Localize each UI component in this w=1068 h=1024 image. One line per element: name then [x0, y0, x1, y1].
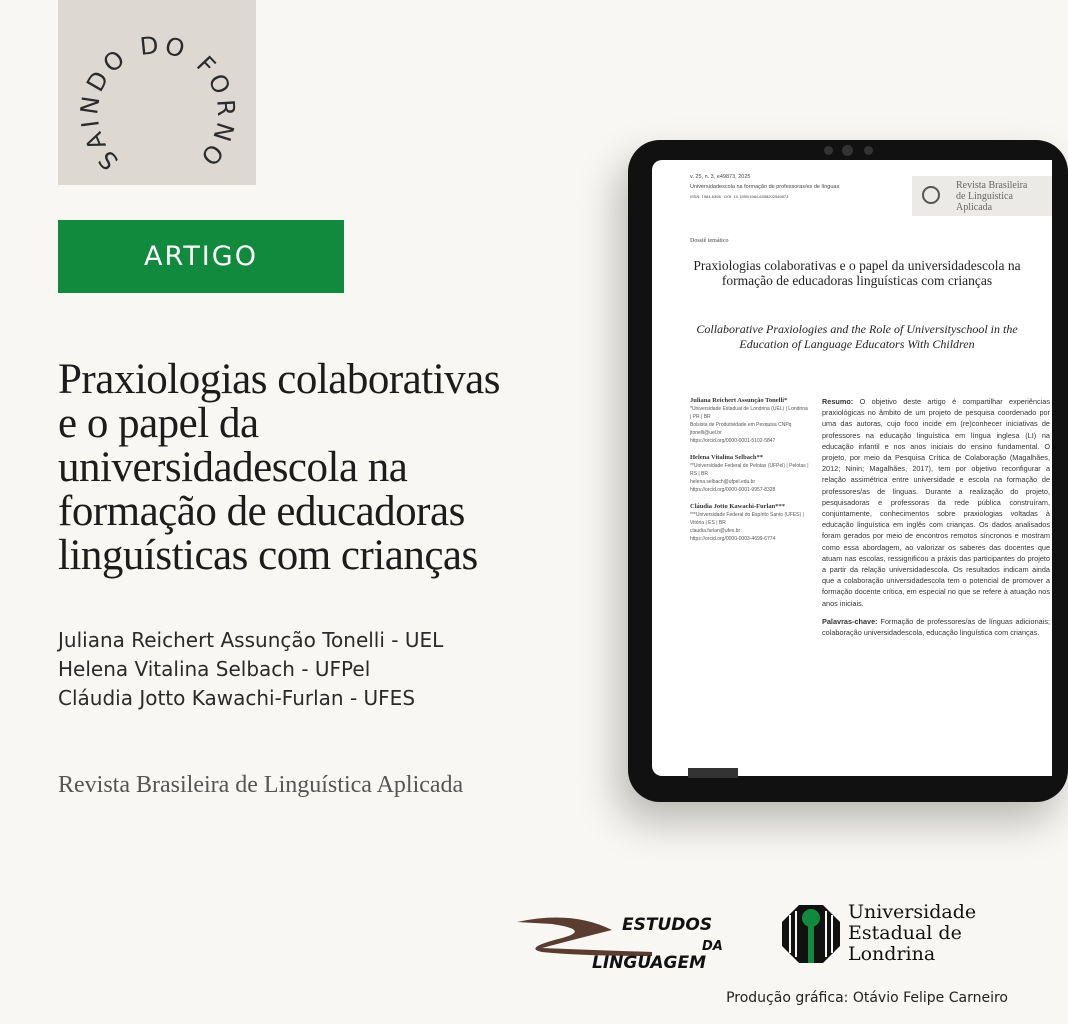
- abstract-label: Resumo:: [822, 397, 854, 406]
- affiliation: *Universidade Estadual de Londrina (UEL) | Londrina | PR | BR: [690, 406, 808, 420]
- logo-line: Universidade: [848, 901, 977, 923]
- logo-line: Estadual de Londrina: [848, 922, 962, 965]
- affiliation: Bolsista de Produtividade em Pesquisa CNPq: [690, 422, 792, 428]
- keywords-label: Palavras-chave:: [822, 616, 878, 626]
- title-en: Collaborative Praxiologies and the Role of Universityschool in the Education of Language Educators With Children: [696, 322, 1018, 351]
- title-pt: Praxiologias colaborativas e o papel da universidadescola na formação de educadoras linguísticas com crianças: [693, 258, 1021, 288]
- cc-license-icon: [688, 768, 738, 778]
- section-label: Dossiê temático: [690, 238, 729, 244]
- estudos-da-linguagem-logo: [512, 900, 762, 980]
- partner-logos: [512, 900, 1024, 980]
- author-name: Cláudia Jotto Kawachi-Furlan***: [690, 503, 785, 510]
- camera-dot: [864, 146, 873, 155]
- email: jtonelli@uel.br: [690, 430, 722, 436]
- camera-dot: [824, 146, 833, 155]
- email: claudia.furlan@ufes.br: [690, 528, 741, 534]
- camera-icon: [842, 145, 853, 156]
- author: Juliana Reichert Assunção Tonelli - UEL: [58, 628, 444, 652]
- saindo-do-forno-badge: [58, 0, 256, 185]
- affiliation: ***Universidade Federal do Espírito Santo (UFES) | Vitória | ES | BR: [690, 512, 804, 526]
- article-page: [652, 160, 1052, 776]
- affiliation: **Universidade Federal de Pelotas (UFPel) | Pelotas | RS | BR: [690, 463, 809, 477]
- author-name: Juliana Reichert Assunção Tonelli*: [690, 397, 788, 404]
- email: helena.selbach@ufpel.edu.br: [690, 479, 756, 485]
- magnifier-icon: [922, 186, 940, 204]
- author-name: Helena Vitalina Selbach**: [690, 454, 763, 461]
- svg-text:SAINDO DO FORNO: [75, 31, 240, 175]
- badge-text: SAINDO DO FORNO: [75, 30, 241, 176]
- logo-line: de Linguística: [956, 191, 1013, 202]
- abstract: [822, 396, 1050, 645]
- logo-word: DA: [702, 939, 723, 954]
- author: Cláudia Jotto Kawachi-Furlan - UFES: [58, 686, 416, 710]
- author: Helena Vitalina Selbach - UFPel: [58, 657, 371, 681]
- graphic-credit: Produção gráfica: Otávio Felipe Carneiro: [726, 990, 1008, 1006]
- keywords-text: Formação de professores/as de línguas adicionais; colaboração universidadescola, educação linguística com crianças.: [822, 616, 1050, 638]
- meta-line: ISSN: 1984-6398 · DOI: 10.1590/1984-6398202549873: [690, 194, 789, 199]
- journal-logo: [912, 176, 1052, 216]
- article-tag: ARTIGO: [58, 220, 344, 293]
- logo-word: ESTUDOS: [622, 915, 713, 935]
- author-affiliations: [690, 396, 810, 543]
- orcid: https://orcid.org/0000-0001-5102-5847: [690, 438, 776, 444]
- logo-word: LINGUAGEM: [592, 953, 707, 973]
- abstract-text: O objetivo deste artigo é compartilhar experiências praxiológicas no âmbito de um projeto de pesquisa coordenado por uma das autoras, cujo foco incide em (re)conhecer iniciativas de professores na educação linguística em língua inglesa (LI) na educação infantil e nos anos iniciais do ensino fundamental. O projeto, por meio da Pesquisa Crítica de Colaboração (Magalhães, 2012; Ninin; Magalhães, 2017), tem por objetivo reconfigurar a relação assimétrica entre universidade e escola na formação de professores/as de línguas. Durante a realização do projeto, pesquisadoras e professoras da rede pública construíram, conjuntamente, conhecimentos sobre praxiologias voltadas à educação linguística em inglês com crianças. Os dados analisados foram gerados por meio de encontros remotos síncronos e mostram como essa abordagem, ao valorizar os saberes das docentes que atuam nas escolas, ressignificou a práxis das participantes do projeto a partir da relação universidadescola. Os resultados indicam ainda que a colaboração universidadescola tem o potencial de promover a formação docente crítica, em especial no que se refere à atuação nos anos iniciais.: [822, 397, 1051, 608]
- uel-emblem-icon: [782, 905, 840, 963]
- tablet-mockup: [628, 140, 1068, 802]
- article-meta: [690, 172, 839, 202]
- logo-line: Aplicada: [956, 202, 993, 213]
- uel-logo: [782, 902, 1024, 965]
- meta-line: Universidadescola na formação de professoras/es de línguas: [690, 184, 840, 190]
- author-list: [58, 626, 443, 713]
- logo-line: Revista Brasileira: [956, 180, 1028, 191]
- journal-name: Revista Brasileira de Linguística Aplicada: [58, 772, 464, 798]
- article-title: Praxiologias colaborativas e o papel da universidadescola na formação de educadoras linguísticas com crianças: [58, 356, 500, 579]
- orcid: https://orcid.org/0000-0003-4699-6774: [690, 536, 776, 542]
- meta-line: v. 25, n. 3, e49873, 2025: [690, 174, 751, 180]
- orcid: https://orcid.org/0000-0001-9957-8328: [690, 487, 776, 493]
